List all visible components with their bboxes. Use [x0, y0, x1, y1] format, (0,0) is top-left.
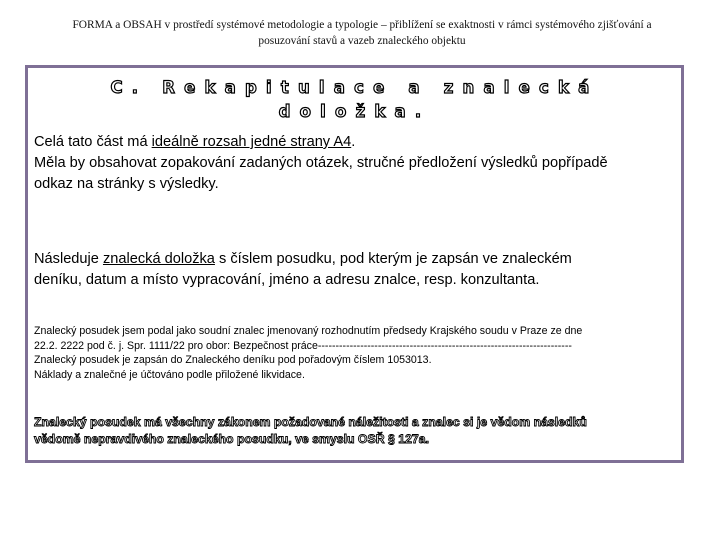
- scope-line-1-post: .: [351, 134, 356, 150]
- statement-line-3: Znalecký posudek je zapsán do Znaleckého deníku pod pořadovým číslem 1053013.: [34, 354, 432, 367]
- scope-line-2: Měla by obsahovat zopakování zadaných otázek, stručné předložení výsledků popřípadě: [34, 155, 608, 171]
- slide-header: [20, 17, 704, 49]
- header-line-1: FORMA a OBSAH v prostředí systémové metodologie a typologie – přiblížení se exaktnosti v rámci systémového zjišťování a: [72, 19, 652, 31]
- scope-line-3: odkaz na stránky s výsledky.: [34, 176, 219, 192]
- paragraph-legal-declaration: [34, 414, 679, 448]
- clause-line-1-pre: Následuje: [34, 251, 103, 267]
- scope-line-1: [34, 132, 674, 153]
- statement-line-4: Náklady a znalečné je účtováno podle přiložené likvidace.: [34, 368, 305, 381]
- paragraph-scope: [34, 132, 674, 195]
- content-frame: [25, 65, 684, 463]
- statement-line-1: Znalecký posudek jsem podal jako soudní znalec jmenovaný rozhodnutím předsedy Krajského soudu v Praze ze dne: [34, 325, 583, 337]
- declaration-line-2: vědomě nepravdivého znaleckého posudku, ve smyslu OSŘ § 127a.: [34, 432, 430, 446]
- declaration-line-1: Znalecký posudek má všechny zákonem požadované náležitosti a znalec si je vědom následků: [34, 415, 587, 429]
- paragraph-expert-statement: [34, 324, 679, 382]
- section-title: C. Rekapitulace a znalecká doložka.: [110, 78, 599, 121]
- clause-line-1-post: s číslem posudku, pod kterým je zapsán ve znaleckém: [214, 251, 572, 267]
- clause-emphasis: znalecká doložka: [102, 251, 215, 267]
- scope-line-1-pre: Celá tato část má: [34, 134, 152, 150]
- scope-emphasis: ideálně rozsah jedné strany A4: [151, 134, 352, 150]
- paragraph-clause: [34, 249, 674, 291]
- clause-line-2: deníku, datum a místo vypracování, jméno a adresu znalce, resp. konzultanta.: [34, 272, 540, 288]
- clause-line-1: [34, 249, 674, 270]
- statement-line-2: 22.2. 2222 pod č. j. Spr. 1111/22 pro obor: Bezpečnost práce------------------------------------------------------------------------: [34, 339, 572, 352]
- header-line-2: posuzování stavů a vazeb znaleckého objektu: [258, 35, 466, 47]
